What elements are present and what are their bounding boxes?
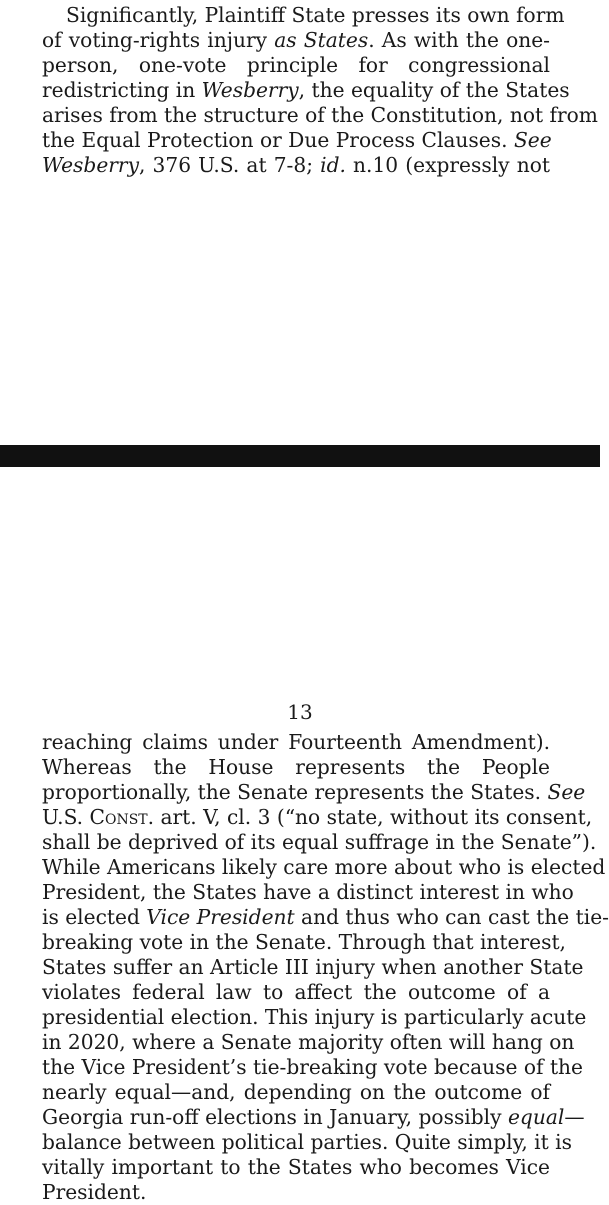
- text-run: of voting-rights injury: [42, 28, 275, 52]
- document-page-top: [0, 0, 600, 445]
- italic-run: See: [547, 780, 586, 804]
- italic-run: as States: [274, 28, 369, 52]
- text-line: [66, 3, 565, 28]
- text-run: shall be deprived of its equal suffrage in the Senate”).: [42, 830, 597, 854]
- text-run: proportionally, the Senate represents the States.: [42, 780, 548, 804]
- text-run: the Equal Protection or Due Process Clauses.: [42, 128, 514, 152]
- text-line: [42, 905, 609, 930]
- text-line: [42, 730, 550, 755]
- text-line: [42, 1005, 587, 1030]
- page-divider: [0, 445, 600, 467]
- italic-run: See: [513, 128, 552, 152]
- text-run: in 2020, where a Senate majority often will hang on: [42, 1030, 575, 1054]
- text-run: While Americans likely care more about who is elected: [42, 855, 606, 879]
- text-line: [42, 980, 550, 1005]
- text-line: [42, 128, 550, 153]
- text-run: reaching claims under Fourteenth Amendment).: [42, 730, 550, 754]
- text-line: [42, 830, 597, 855]
- text-line: [42, 780, 586, 805]
- italic-run: Vice President: [146, 905, 295, 929]
- text-line: [42, 1180, 550, 1205]
- text-run: n.10 (expressly not: [345, 153, 550, 177]
- text-run: U.S.: [42, 805, 90, 829]
- text-run: violates federal law to affect the outcome of a: [42, 980, 550, 1004]
- text-run: redistricting in: [42, 78, 202, 102]
- italic-run: id.: [320, 153, 346, 177]
- text-run: balance between political parties. Quite simply, it is: [42, 1130, 572, 1154]
- text-run: breaking vote in the Senate. Through that interest,: [42, 930, 566, 954]
- text-line: [42, 103, 598, 128]
- text-run: . As with the one-: [368, 28, 551, 52]
- text-run: the Vice President’s tie-breaking vote because of the: [42, 1055, 584, 1079]
- text-run: Significantly, Plaintiff State presses its own form: [66, 3, 565, 27]
- text-run: Whereas the House represents the People: [42, 755, 550, 779]
- text-line: [42, 53, 550, 78]
- text-line: [42, 1030, 575, 1055]
- text-line: [42, 1080, 550, 1105]
- text-line: [42, 955, 584, 980]
- text-run: —: [564, 1105, 585, 1129]
- text-line: [42, 1130, 572, 1155]
- text-run: , 376 U.S. at 7-8;: [138, 153, 321, 177]
- page-number: 13: [287, 700, 313, 724]
- text-line: [42, 1055, 584, 1080]
- text-line: [42, 930, 566, 955]
- text-line: [42, 855, 606, 880]
- text-line: [42, 880, 574, 905]
- italic-run: equal: [507, 1105, 565, 1129]
- text-run: President.: [42, 1180, 147, 1204]
- text-run: Georgia run-off elections in January, possibly: [42, 1105, 508, 1129]
- text-run: vitally important to the States who becomes Vice: [42, 1155, 550, 1179]
- text-line: [42, 1105, 585, 1130]
- text-line: [42, 28, 550, 53]
- text-line: [42, 153, 550, 178]
- italic-run: Wesberry: [201, 78, 299, 102]
- text-run: , the equality of the States: [298, 78, 570, 102]
- text-line: [42, 755, 550, 780]
- italic-run: Wesberry: [42, 153, 139, 177]
- document-page-bottom: [0, 467, 609, 1204]
- text-run: arises from the structure of the Constitution, not from: [42, 103, 598, 127]
- text-line: [42, 805, 593, 830]
- text-line: [42, 78, 570, 103]
- text-run: States suffer an Article III injury when another State: [42, 955, 584, 979]
- text-run: President, the States have a distinct interest in who: [42, 880, 574, 904]
- text-run: and thus who can cast the tie-: [294, 905, 609, 929]
- text-line: [42, 1155, 550, 1180]
- small-caps-run: Const: [89, 805, 148, 829]
- text-run: nearly equal—and, depending on the outcome of: [42, 1080, 550, 1104]
- text-run: presidential election. This injury is particularly acute: [42, 1005, 587, 1029]
- text-run: . art. V, cl. 3 (“no state, without its consent,: [147, 805, 593, 829]
- text-run: is elected: [42, 905, 147, 929]
- text-run: person, one-vote principle for congressional: [42, 53, 550, 77]
